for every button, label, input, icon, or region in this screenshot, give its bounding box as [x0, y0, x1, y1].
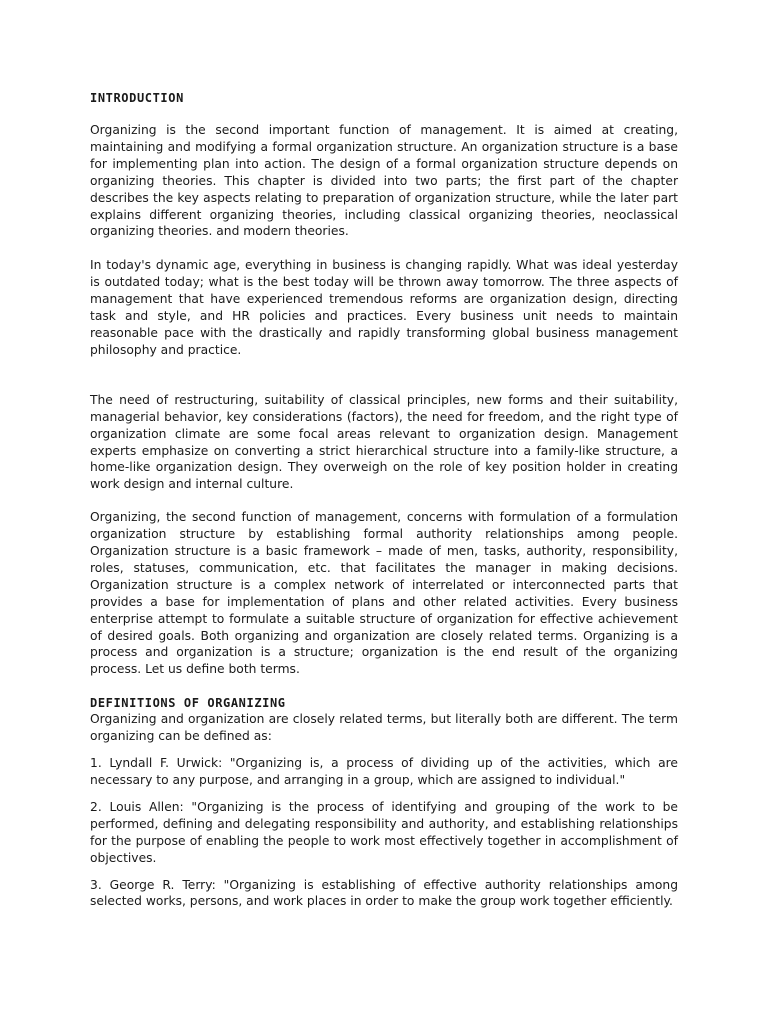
intro-paragraph-1: Organizing is the second important function of management. It is aimed at creating, maintaining and modifying a formal organization structure. An organization structure is a base for implementing plan into action. The design of a formal organization structure depends on organizing theories. This chapter is divided into two parts; the first part of the chapter describes the key aspects relating to preparation of organization structure, while the later part explains different organizing theories, including classical organizing theories, neoclassical organizing theories. and modern theories.	[90, 123, 678, 239]
definition-item-urwick: 1. Lyndall F. Urwick: "Organizing is, a process of dividing up of the activities, which are necessary to any purpose, and arranging in a group, which are assigned to individual."	[90, 756, 678, 787]
introduction-heading: INTRODUCTION	[90, 91, 184, 105]
intro-paragraph-3: The need of restructuring, suitability of classical principles, new forms and their suitability, managerial behavior, key considerations (factors), the need for freedom, and the right type of organization climate are some focal areas relevant to organization design. Management experts emphasize on converting a strict hierarchical structure into a family-like structure, a home-like organization design. They overweigh on the role of key position holder in creating work design and internal culture.	[90, 392, 678, 492]
definition-item-allen: 2. Louis Allen: "Organizing is the process of identifying and grouping of the work to be performed, defining and delegating responsibility and authority, and establishing relationships for the purpose of enabling the people to work most effectively together in accomplishment of objectives.	[90, 799, 678, 865]
intro-paragraph-4: Organizing, the second function of management, concerns with formulation of a formulation organization structure by establishing formal authority relationships among people. Organization structure is a basic framework – made of men, tasks, authority, responsibility, roles, statuses, communication, etc. that facilitates the manager in making decisions. Organization structure is a complex network of interrelated or interconnected parts that provides a base for implementation of plans and other related activities. Every business enterprise attempt to formulate a suitable structure of organization for effective achievement of desired goals. Both organizing and organization are closely related terms. Organizing is a process and organization is a structure; organization is the end result of the organizing process. Let us define both terms.	[90, 510, 678, 677]
definitions-intro-paragraph: Organizing and organization are closely related terms, but literally both are different. The term organizing can be defined as:	[90, 712, 678, 744]
definitions-heading: DEFINITIONS OF ORGANIZING	[90, 696, 286, 711]
document-page	[90, 90, 678, 910]
intro-paragraph-2: In today's dynamic age, everything in business is changing rapidly. What was ideal yesterday is outdated today; what is the best today will be thrown away tomorrow. The three aspects of management that have experienced tremendous reforms are organization design, directing task and style, and HR policies and practices. Every business unit needs to maintain reasonable pace with the drastically and rapidly transforming global business management philosophy and practice.	[90, 258, 678, 357]
definition-item-terry: 3. George R. Terry: "Organizing is establishing of effective authority relationships among selected works, persons, and work places in order to make the group work together efficiently.	[90, 877, 678, 909]
